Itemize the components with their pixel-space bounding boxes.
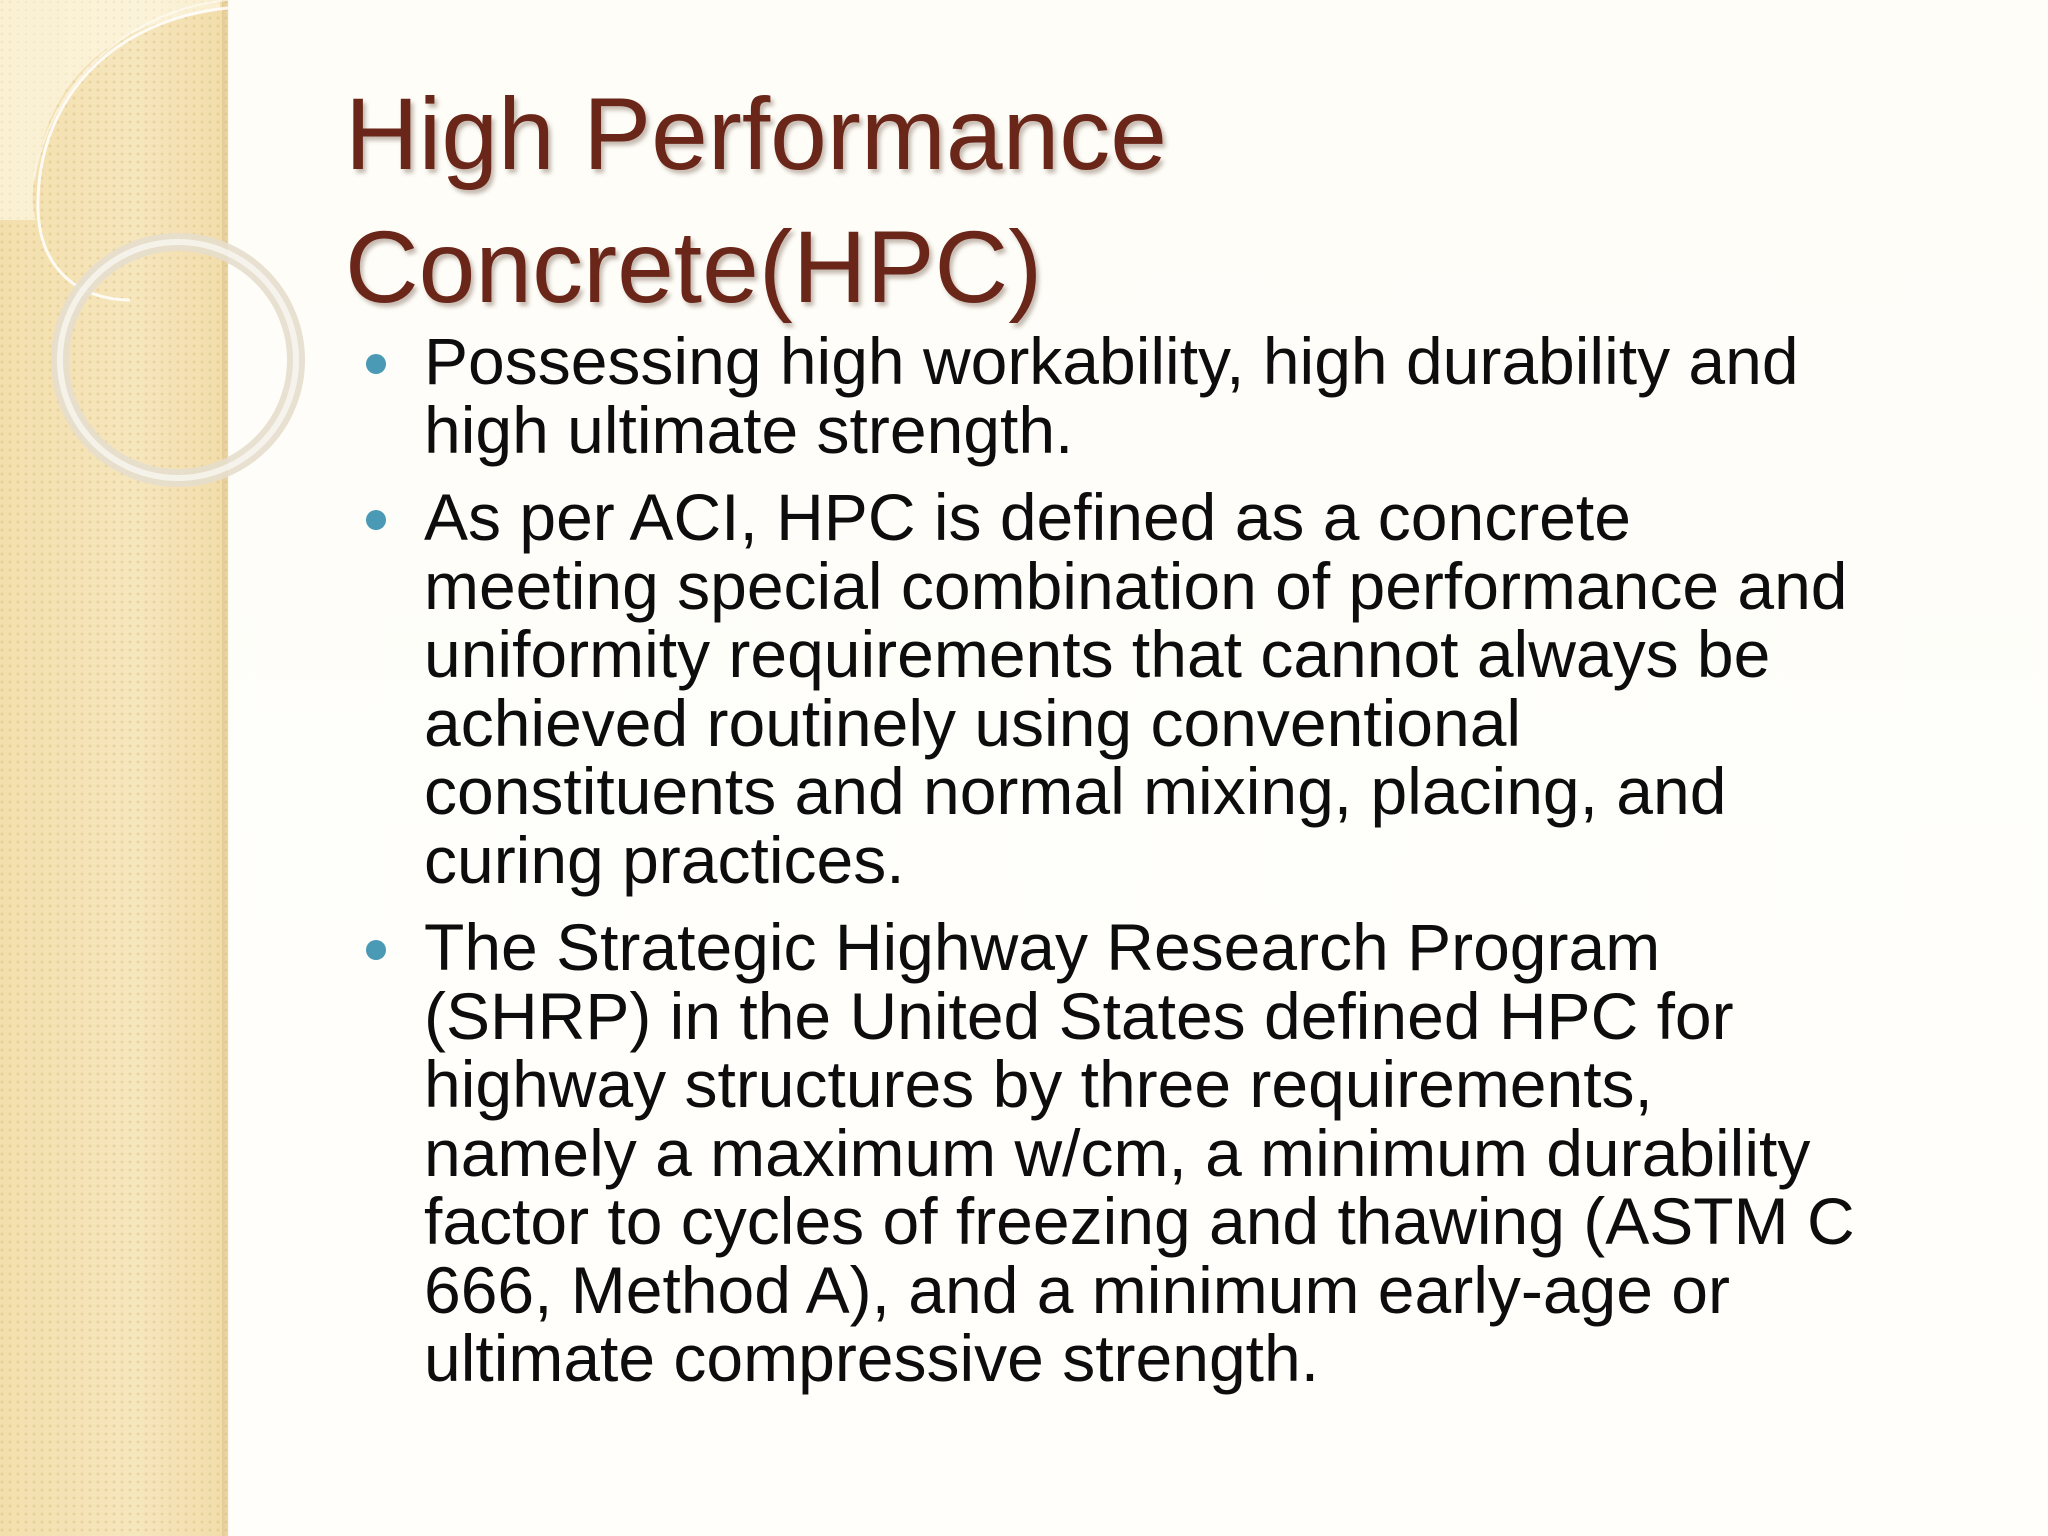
slide-title-line-2: Concrete(HPC): [345, 210, 1043, 324]
bullet-line: meeting special combination of performance and: [424, 548, 1848, 623]
bullet-line: uniformity requirements that cannot always be: [424, 617, 1771, 691]
bullet-line: ultimate compressive strength.: [424, 1321, 1320, 1395]
bullet-line: curing practices.: [424, 822, 905, 897]
bullet-line: highway structures by three requirements,: [424, 1047, 1653, 1121]
bullet-line: achieved routinely using conventional: [424, 685, 1522, 760]
slide-title-line-1: High Performance: [345, 77, 1168, 191]
bullet-line: The Strategic Highway Research Program: [424, 910, 1661, 984]
bullet-list: [360, 324, 2000, 1412]
bullet-text: [424, 324, 2000, 467]
bullet-dot-icon: [366, 510, 386, 530]
bullet-item-workability: [360, 324, 2000, 467]
decorative-rings-icon: [0, 0, 300, 520]
bullet-line: factor to cycles of freezing and thawing (ASTM C: [424, 1184, 1855, 1258]
bullet-item-shrp-definition: [360, 910, 2000, 1395]
bullet-line: (SHRP) in the United States defined HPC for: [424, 978, 1734, 1053]
bullet-item-aci-definition: [360, 480, 2000, 897]
bullet-dot-icon: [366, 940, 386, 960]
bullet-dot-icon: [366, 354, 386, 374]
bullet-text: [424, 480, 2000, 897]
bullet-line: high ultimate strength.: [424, 392, 1074, 467]
bullet-line: Possessing high workability, high durability and: [424, 324, 1799, 398]
bullet-line: namely a maximum w/cm, a minimum durability: [424, 1115, 1811, 1190]
bullet-line: constituents and normal mixing, placing, and: [424, 754, 1727, 828]
bullet-line: As per ACI, HPC is defined as a concrete: [424, 480, 1631, 554]
bullet-text: [424, 910, 2000, 1395]
bullet-line: 666, Method A), and a minimum early-age or: [424, 1252, 1730, 1327]
slide-title: [345, 68, 1945, 334]
